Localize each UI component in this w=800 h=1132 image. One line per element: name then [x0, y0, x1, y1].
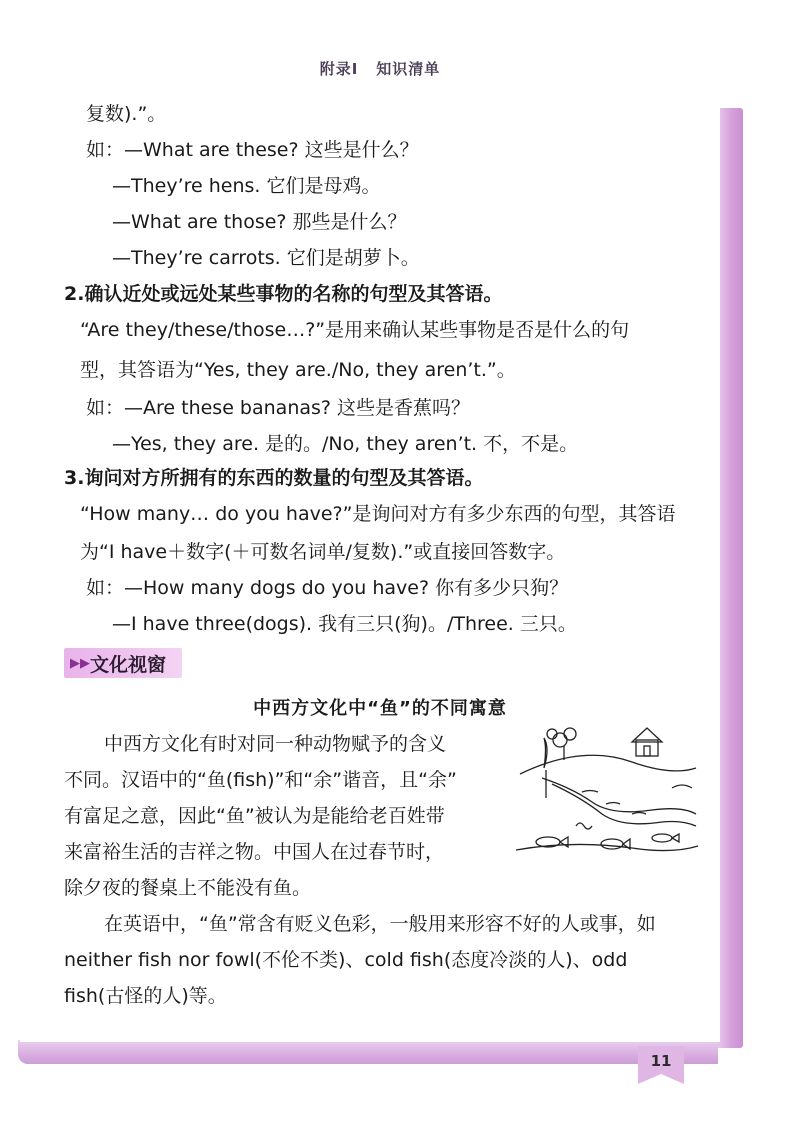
example-line: 如：—Are these bananas? 这些是香蕉吗？ — [86, 397, 471, 419]
article-line: 来富裕生活的吉祥之物。中国人在过春节时， — [64, 841, 445, 863]
article-line: fish(古怪的人)等。 — [64, 985, 227, 1007]
page-header — [0, 58, 760, 79]
river-landscape-fish-illustration — [512, 718, 700, 860]
section-heading-3: 3.询问对方所拥有的东西的数量的句型及其答语。 — [64, 467, 484, 489]
article-line: 不同。汉语中的“鱼(fish)”和“余”谐音，且“余” — [64, 769, 457, 791]
header-title: 知识清单 — [376, 60, 441, 78]
section-heading-2: 2.确认近处或远处某些事物的名称的句型及其答语。 — [64, 283, 503, 305]
example-line: —Yes, they are. 是的。/No, they aren’t. 不，不是。 — [112, 433, 579, 455]
page-number-tab — [638, 1046, 684, 1084]
page-edge-bottom — [18, 1040, 718, 1064]
text-line: 型，其答语为“Yes, they are./No, they aren’t.”。 — [80, 359, 516, 381]
article-line: 在英语中，“鱼”常含有贬义色彩，一般用来形容不好的人或事，如 — [104, 913, 656, 935]
article-title: 中西方文化中“鱼”的不同寓意 — [253, 698, 507, 719]
play-arrow-icon: ▶▶ — [70, 656, 90, 671]
example-line: —They’re hens. 它们是母鸡。 — [112, 175, 381, 197]
text-line: “Are they/these/those…?”是用来确认某些事物是否是什么的句 — [80, 319, 630, 341]
article-line: 有富足之意，因此“鱼”被认为是能给老百姓带 — [64, 805, 445, 827]
example-line: 如：—How many dogs do you have? 你有多少只狗？ — [86, 577, 569, 599]
culture-window-label: 文化视窗 — [90, 654, 167, 676]
text-line: 复数).”。 — [86, 103, 167, 125]
text-line: “How many… do you have?”是询问对方有多少东西的句型，其答语 — [80, 503, 676, 525]
article-line: 除夕夜的餐桌上不能没有鱼。 — [64, 877, 312, 899]
example-line: —What are those? 那些是什么？ — [112, 211, 407, 233]
page-number: 11 — [650, 1052, 672, 1070]
example-line: 如：—What are these? 这些是什么？ — [86, 139, 419, 161]
example-line: —They’re carrots. 它们是胡萝卜。 — [112, 247, 420, 269]
article-line: 中西方文化有时对同一种动物赋予的含义 — [104, 733, 447, 755]
header-appendix: 附录Ⅰ — [319, 60, 359, 78]
page-edge-right — [717, 108, 743, 1048]
culture-window-tag — [64, 648, 182, 678]
example-line: —I have three(dogs). 我有三只(狗)。/Three. 三只。 — [112, 613, 577, 635]
article-line: neither fish nor fowl(不伦不类)、cold fish(态度冷淡的人)、odd — [64, 949, 628, 971]
text-line: 为“I have＋数字(＋可数名词单/复数).”或直接回答数字。 — [80, 541, 566, 563]
